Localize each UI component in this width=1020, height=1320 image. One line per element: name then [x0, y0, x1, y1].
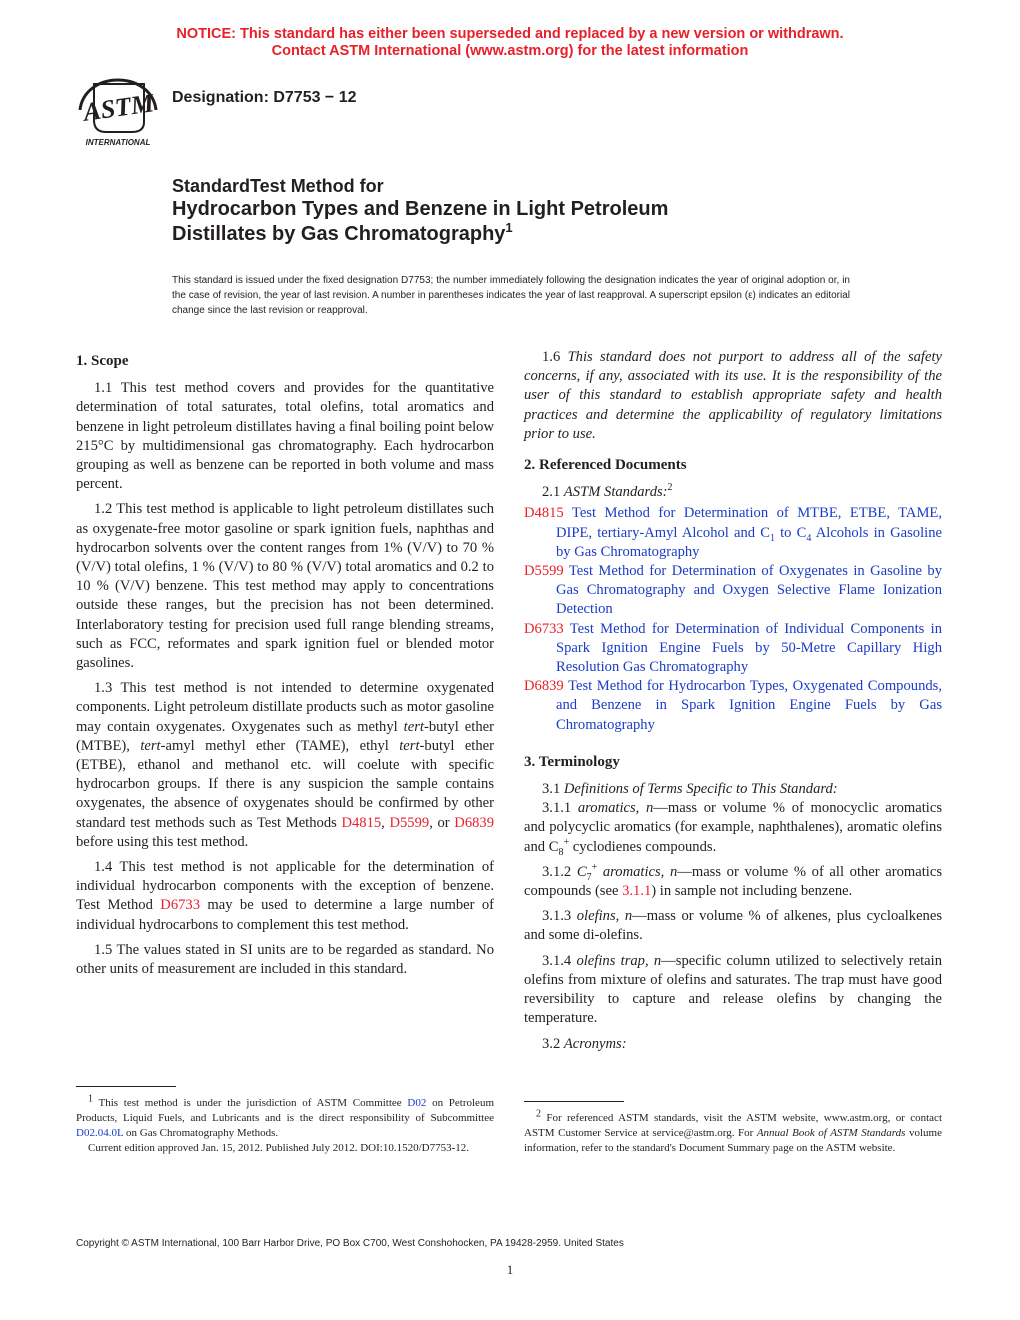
title-line-1: StandardTest Method for: [172, 176, 384, 196]
para-3-1-4: 3.1.4 olefins trap, n—specific column utilized to selectively retain olefins from mixture of olefins and saturates. The trap must have good reversibility to capture and release olefins by changing the temperature.: [524, 952, 942, 1027]
right-column: [524, 348, 942, 1060]
para-1-1: 1.1 This test method covers and provides for the quantitative determination of total saturates, total olefins, total aromatics and benzene in light petroleum distillates having a final boiling point below 215°C by multidimensional gas chromatography. Each hydrocarbon grouping as well as benzene can be reported in both volume and mass percent.: [76, 380, 494, 493]
para-1-2: 1.2 This test method is applicable to light petroleum distillates such as oxygenate-free motor gasoline or spark ignition fuels, naphthas and hydrocarbon solvents over the content ranges from 1% (V/V) to 70 % (V/V) total olefins, 1 % (V/V) to 80 % (V/V) total aromatics and 0.2 to 10 % (V/V) benzene. This test method may apply to concentrations outside these ranges, but the precision has not been determined. Interlaboratory testing for precision used full range blending streams, such as FCC, reformates and spark ignition fuel or blended motor gasolines.: [76, 501, 494, 672]
ref-link-3-1-1[interactable]: 3.1.1: [622, 883, 652, 900]
section-terminology-heading: 3. Terminology: [524, 753, 620, 770]
notice-line-1: NOTICE: This standard has either been superseded and replaced by a new version or withdrawn.: [176, 26, 844, 42]
copyright-line: Copyright © ASTM International, 100 Barr Harbor Drive, PO Box C700, West Conshohocken, PA 19428-2959. United States: [76, 1238, 624, 1249]
designation: Designation: D7753 − 12: [172, 89, 357, 106]
subcommittee-link[interactable]: D02.04.0L: [76, 1127, 124, 1139]
section-refdocs-heading: 2. Referenced Documents: [524, 457, 687, 474]
ref-item-d4815[interactable]: D4815 Test Method for Determination of MTBE, ETBE, TAME, DIPE, tertiary-Amyl Alcohol and $C_1$ to $C_4$ Alcohols in Gasoline by Gas Chromatography: [524, 505, 942, 560]
para-3-1: 3.1 Definitions of Terms Specific to This Standard:: [542, 781, 838, 798]
title-line-3: Distillates by Gas Chromatography: [172, 223, 506, 245]
ref-link-d4815[interactable]: D4815: [341, 814, 382, 831]
page-number: 1: [506, 1262, 514, 1277]
para-2-1: 2.1 ASTM Standards:$^2$: [542, 482, 673, 501]
title-footnote-mark: 1: [505, 220, 513, 235]
para-1-6: 1.6 This standard does not purport to address all of the safety concerns, if any, associated with its use. It is the responsibility of the user of this standard to establish appropriate safety and health practices and determine the applicability of regulatory limitations prior to use.: [524, 349, 942, 442]
ref-link-d6733[interactable]: D6733: [160, 897, 201, 914]
para-1-4: 1.4 This test method is not applicable for the determination of individual hydrocarbon components with the exception of benzene. Test Method D6733 may be used to determine a large number of individual hydrocarbons to complement this test method.: [76, 859, 494, 933]
astm-logo: [72, 72, 164, 150]
para-3-1-2: 3.1.2 $C_7^+$ aromatics, n—mass or volume % of all other aromatics compounds (see 3.1.1) in sample not including benzene.: [524, 862, 942, 900]
para-3-1-3: 3.1.3 olefins, n—mass or volume % of alkenes, plus cycloalkenes and some di-olefins.: [524, 908, 943, 944]
para-1-5: 1.5 The values stated in SI units are to be regarded as standard. No other units of measurement are included in this standard.: [76, 941, 494, 978]
footnote-2: $^2$ For referenced ASTM standards, visit the ASTM website, www.astm.org, or contact ASTM Customer Service at service@astm.org. For Annual Book of ASTM Standards volume information, refer to the standard's Document Summary page on the ASTM website.: [524, 1108, 942, 1154]
footnote-rule-left: [76, 1086, 176, 1087]
logo-sub-text: INTERNATIONAL: [85, 138, 151, 147]
ref-item-d6839[interactable]: D6839 Test Method for Hydrocarbon Types, Oxygenated Compounds, and Benzene in Spark Ignition Engine Fuels by Gas Chromatography: [524, 678, 942, 733]
ref-link-d5599[interactable]: D5599: [389, 814, 430, 831]
para-3-1-1: 3.1.1 aromatics, n—mass or volume % of monocyclic aromatics and polycyclic aromatics (for example, naphthalenes), aromatic olefins and $C_8^+$ cyclodienes compounds.: [524, 800, 942, 858]
para-3-2: 3.2 Acronyms:: [542, 1035, 627, 1052]
ref-item-d5599[interactable]: D5599 Test Method for Determination of Oxygenates in Gasoline by Gas Chromatography and Oxygen Selective Flame Ionization Detection: [524, 563, 942, 618]
left-column: [76, 348, 494, 985]
issued-note: This standard is issued under the fixed designation D7753; the number immediately following the designation indicates the year of original adoption or, in the case of revision, the year of last revision. A number in parentheses indicates the year of last reapproval. A superscript epsilon (ε) indicates an editorial change since the last revision or reapproval.: [172, 275, 850, 316]
footnote-1: $^1$ This test method is under the jurisdiction of ASTM Committee D02 on Petroleum Products, Liquid Fuels, and Lubricants and is the direct responsibility of Subcommittee D02.04.0L on Gas Chromatography Methods. Current edition approved Jan. 15, 2012. Published July 2012. DOI:10.1520/D7753-12.: [76, 1093, 494, 1154]
ref-item-d6733[interactable]: D6733 Test Method for Determination of Individual Components in Spark Ignition Engine Fuels by 50-Metre Capillary High Resolution Gas Chromatography: [524, 620, 942, 676]
title-line-2: Hydrocarbon Types and Benzene in Light Petroleum: [172, 198, 669, 220]
logo-text: ASTM: [81, 88, 156, 127]
footnote-rule-right: [524, 1101, 624, 1102]
para-1-3: 1.3 This test method is not intended to determine oxygenated components. Light petroleum distillate products such as motor gasoline may contain oxygenates. Oxygenates such as methyl tert-butyl ether (MTBE), tert-amyl methyl ether (TAME), ethyl tert-butyl ether (ETBE), ethanol and methanol etc. will coelute with specific hydrocarbon groups. If there is any suspicion the sample contains oxygenates, the absence of oxygenates should be confirmed by other standard test methods such as Test Methods D4815, D5599, or D6839 before using this test method.: [76, 680, 495, 850]
withdrawal-notice: [0, 26, 1020, 60]
notice-line-2: Contact ASTM International (www.astm.org) for the latest information: [271, 43, 749, 59]
section-scope-heading: 1. Scope: [76, 353, 129, 369]
document-title: [172, 175, 668, 247]
committee-link-d02[interactable]: D02: [407, 1097, 427, 1109]
ref-link-d6839[interactable]: D6839: [454, 814, 495, 831]
